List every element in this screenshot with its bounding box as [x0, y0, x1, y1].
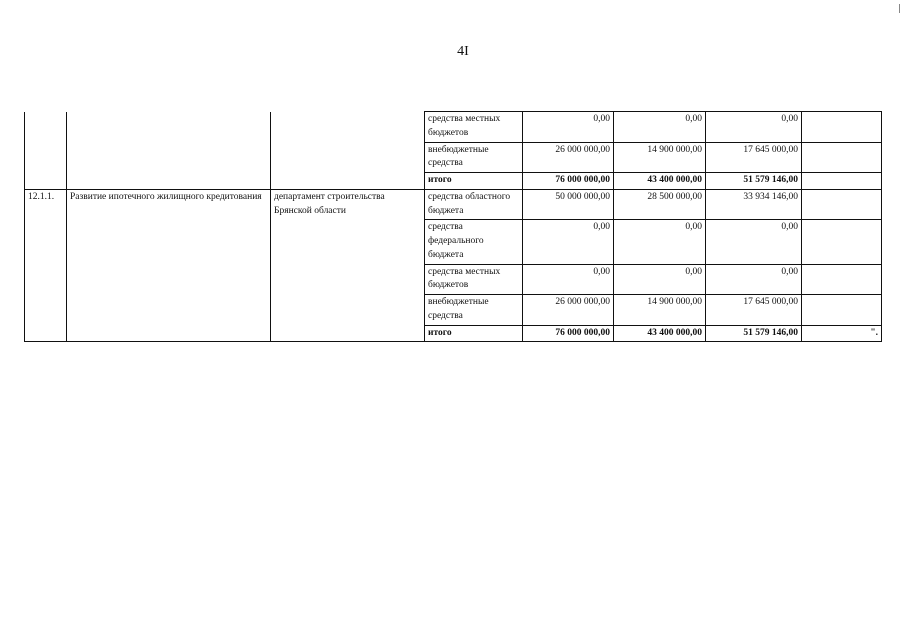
value-cell	[802, 264, 882, 295]
executor-cell-empty	[271, 112, 425, 190]
value-cell: 0,00	[706, 220, 802, 264]
funding-source: внебюджетные средства	[425, 295, 523, 326]
value-cell: 0,00	[523, 264, 614, 295]
value-cell: 14 900 000,00	[614, 295, 706, 326]
value-cell: 76 000 000,00	[523, 173, 614, 190]
closing-quote: ".	[802, 325, 882, 342]
value-cell: 0,00	[523, 220, 614, 264]
value-cell: 17 645 000,00	[706, 295, 802, 326]
value-cell: 0,00	[706, 112, 802, 143]
value-cell: 17 645 000,00	[706, 142, 802, 173]
value-cell: 43 400 000,00	[614, 173, 706, 190]
value-cell: 43 400 000,00	[614, 325, 706, 342]
value-cell	[802, 189, 882, 220]
value-cell: 28 500 000,00	[614, 189, 706, 220]
value-cell: 26 000 000,00	[523, 142, 614, 173]
value-cell: 14 900 000,00	[614, 142, 706, 173]
value-cell: 50 000 000,00	[523, 189, 614, 220]
value-cell: 33 934 146,00	[706, 189, 802, 220]
name-cell-empty	[67, 112, 271, 190]
code-cell-empty	[25, 112, 67, 190]
funding-source: средства местных бюджетов	[425, 112, 523, 143]
funding-source: средства местных бюджетов	[425, 264, 523, 295]
funding-source: итого	[425, 325, 523, 342]
value-cell: 76 000 000,00	[523, 325, 614, 342]
item-name: Развитие ипотечного жилищного кредитования	[67, 189, 271, 342]
value-cell: 0,00	[614, 220, 706, 264]
value-cell: 51 579 146,00	[706, 325, 802, 342]
value-cell: 0,00	[614, 112, 706, 143]
value-cell: 0,00	[706, 264, 802, 295]
value-cell: 51 579 146,00	[706, 173, 802, 190]
funding-source: внебюджетные средства	[425, 142, 523, 173]
value-cell	[802, 142, 882, 173]
funding-source: средства федерального бюджета	[425, 220, 523, 264]
page-number: 4I	[457, 44, 469, 59]
value-cell: 0,00	[523, 112, 614, 143]
value-cell	[802, 220, 882, 264]
value-cell: 26 000 000,00	[523, 295, 614, 326]
value-cell	[802, 173, 882, 190]
budget-table	[24, 111, 882, 342]
funding-source: средства областного бюджета	[425, 189, 523, 220]
value-cell	[802, 112, 882, 143]
value-cell	[802, 295, 882, 326]
value-cell: 0,00	[614, 264, 706, 295]
funding-source: итого	[425, 173, 523, 190]
item-executor: департамент строительства Брянской области	[271, 189, 425, 342]
table-row	[25, 189, 882, 220]
table-row	[25, 112, 882, 143]
scan-edge-mark	[899, 4, 900, 13]
item-code: 12.1.1.	[25, 189, 67, 342]
